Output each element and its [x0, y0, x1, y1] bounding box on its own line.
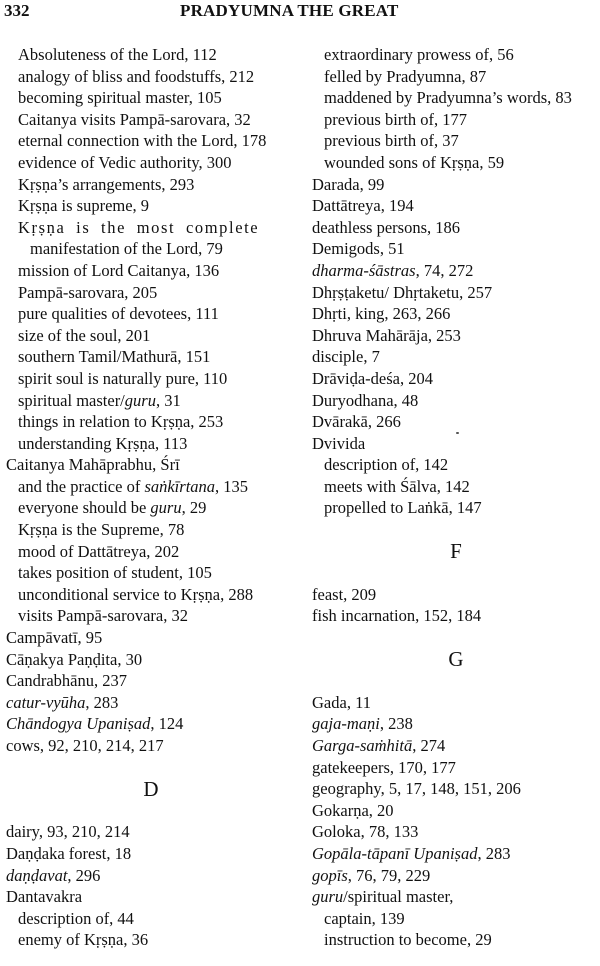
entry-text: cows, 92, 210, 214, 217	[6, 736, 164, 755]
entry-page-refs: , 238	[379, 714, 413, 734]
entry-text: captain, 139	[324, 908, 405, 928]
entry-italic-term: daṇḍavat	[6, 865, 68, 885]
index-entry	[312, 843, 600, 865]
index-entry	[312, 886, 600, 908]
entry-text: Caitanya visits Pampā-sarovara, 32	[18, 109, 251, 129]
entry-italic-term: catur-vyūha	[6, 692, 86, 712]
entry-text: evidence of Vedic authority, 300	[18, 152, 232, 172]
index-subentry	[312, 130, 600, 152]
entry-text: Dantavakra	[6, 887, 83, 907]
entry-text: Dattātreya, 194	[312, 196, 414, 216]
section-letter-g: G	[448, 647, 464, 672]
index-subentry	[6, 217, 296, 239]
entry-text: mood of Dattātreya, 202	[18, 541, 180, 561]
entry-text: spirit soul is naturally pure, 110	[18, 368, 228, 388]
index-subentry	[6, 152, 296, 174]
entry-text: Kṛṣṇa is supreme, 9	[18, 196, 150, 216]
entry-text: disciple, 7	[312, 347, 380, 367]
index-entry	[312, 260, 600, 282]
index-entry	[312, 713, 600, 735]
entry-page-refs: , 296	[67, 865, 101, 885]
entry-page-refs: , 135	[215, 476, 249, 496]
entry-text: Demigods, 51	[312, 239, 405, 259]
entry-text: Kṛṣṇa is the most complete	[18, 217, 260, 237]
entry-text: Darada, 99	[312, 174, 385, 194]
index-entry	[312, 433, 600, 455]
index-entry	[312, 757, 600, 779]
entry-page-refs: , 274	[412, 736, 446, 756]
index-subentry	[312, 87, 600, 109]
entry-text: manifestation of the Lord, 79	[30, 239, 223, 259]
entry-text: Gada, 11	[312, 692, 371, 712]
index-entry	[312, 346, 600, 368]
entry-text: previous birth of, 37	[324, 131, 459, 151]
entry-page-refs: , 29	[181, 498, 207, 518]
index-subentry	[6, 282, 296, 304]
entry-text: maddened by Pradyumna’s words, 83	[324, 88, 572, 108]
index-subentry	[6, 476, 296, 498]
index-subentry	[6, 325, 296, 347]
entry-text: everyone should be	[18, 498, 151, 518]
entry-italic-term: gopīs	[312, 865, 348, 885]
entry-text: description of, 142	[324, 455, 449, 475]
index-subentry	[6, 433, 296, 455]
entry-text: Drāviḍa-deśa, 204	[312, 368, 433, 388]
index-entry	[312, 821, 600, 843]
entry-text: Dhruva Mahārāja, 253	[312, 325, 461, 345]
index-entry	[312, 800, 600, 822]
entry-text: propelled to Laṅkā, 147	[324, 498, 482, 518]
index-subentry	[312, 476, 600, 498]
entry-text: meets with Śālva, 142	[324, 476, 470, 496]
index-entry	[312, 282, 600, 304]
index-entry	[6, 843, 296, 865]
entry-italic-term: Gopāla-tāpanī Upaniṣad	[312, 844, 478, 863]
index-subentry	[312, 44, 600, 66]
index-subentry	[6, 519, 296, 541]
entry-text: and the practice of	[18, 476, 145, 496]
page-header	[0, 0, 600, 24]
entry-text: Candrabhānu, 237	[6, 671, 127, 691]
index-subentry	[6, 130, 296, 152]
entry-text: visits Pampā-sarovara, 32	[18, 606, 189, 626]
index-entry	[312, 411, 600, 433]
entry-text: Kṛṣṇa is the Supreme, 78	[18, 520, 185, 540]
index-subentry	[6, 541, 296, 563]
entry-italic-term: dharma-śāstras	[312, 260, 416, 280]
index-subentry	[6, 497, 296, 519]
index-entry	[6, 454, 296, 476]
index-entry	[6, 713, 296, 735]
entry-page-refs: , 283	[85, 692, 119, 712]
entry-text: fish incarnation, 152, 184	[312, 606, 482, 626]
index-entry	[312, 865, 600, 887]
entry-italic-term: guru	[150, 498, 182, 518]
entry-text: Dhṛṣṭaketu/ Dhṛtaketu, 257	[312, 282, 493, 302]
index-entry	[312, 238, 600, 260]
index-subentry	[6, 390, 296, 412]
entry-text: Cāṇakya Paṇḍita, 30	[6, 649, 143, 669]
entry-text: geography, 5, 17, 148, 151, 206	[312, 779, 521, 799]
index-subentry	[6, 87, 296, 109]
entry-text: Duryodhana, 48	[312, 390, 419, 410]
entry-text: Caitanya Mahāprabhu, Śrī	[6, 455, 180, 475]
index-subentry	[312, 908, 600, 930]
entry-text: dairy, 93, 210, 214	[6, 822, 130, 842]
index-entry	[312, 195, 600, 217]
index-entry	[6, 627, 296, 649]
entry-italic-term: saṅkīrtana	[144, 476, 216, 496]
entry-text: Dhṛti, king, 263, 266	[312, 304, 451, 324]
entry-text: Campāvatī, 95	[6, 628, 103, 648]
index-column-left	[6, 44, 296, 951]
entry-text: unconditional service to Kṛṣṇa, 288	[18, 584, 254, 604]
running-title: PRADYUMNA THE GREAT	[180, 1, 399, 20]
index-entry	[6, 670, 296, 692]
index-subentry	[6, 562, 296, 584]
index-subentry	[6, 929, 296, 951]
index-entry	[6, 692, 296, 714]
index-subentry	[6, 368, 296, 390]
index-subentry	[6, 109, 296, 131]
index-subentry	[6, 195, 296, 217]
index-entry	[312, 217, 600, 239]
entry-text: Gokarṇa, 20	[312, 800, 394, 820]
entry-italic-term: gaja-maṇi	[312, 714, 380, 734]
entry-italic-term: Garga-saṁhitā	[312, 736, 413, 756]
entry-text: Kṛṣṇa’s arrangements, 293	[18, 174, 195, 194]
entry-text: eternal connection with the Lord, 178	[18, 131, 267, 151]
index-subentry	[312, 454, 600, 476]
index-subentry	[6, 411, 296, 433]
index-entry	[312, 692, 600, 714]
entry-text: previous birth of, 177	[324, 109, 467, 129]
entry-text: takes position of student, 105	[18, 563, 212, 583]
entry-text: feast, 209	[312, 584, 377, 604]
index-entry	[6, 865, 296, 887]
entry-text: wounded sons of Kṛṣṇa, 59	[324, 152, 505, 172]
index-subentry	[6, 346, 296, 368]
entry-text: southern Tamil/Mathurā, 151	[18, 347, 211, 367]
entry-text: analogy of bliss and foodstuffs, 212	[18, 66, 255, 86]
entry-text: felled by Pradyumna, 87	[324, 66, 487, 86]
entry-italic-term: Chāndogya Upaniṣad	[6, 714, 151, 734]
entry-page-refs: , 76, 79, 229	[347, 865, 431, 885]
index-subentry	[312, 109, 600, 131]
index-column-right	[312, 44, 600, 951]
entry-text: Absoluteness of the Lord, 112	[18, 45, 217, 64]
entry-page-refs: , 31	[155, 390, 181, 410]
entry-text: Goloka, 78, 133	[312, 822, 419, 842]
page-number: 332	[4, 1, 30, 20]
entry-text: enemy of Kṛṣṇa, 36	[18, 930, 149, 950]
index-subentry	[6, 605, 296, 627]
index-entry	[312, 735, 600, 757]
entry-italic-term: guru	[312, 887, 344, 907]
index-entry	[6, 886, 296, 908]
entry-page-refs: /spiritual master,	[343, 887, 454, 907]
entry-page-refs: , 283	[477, 844, 511, 863]
entry-text: Pampā-sarovara, 205	[18, 282, 158, 302]
entry-text: pure qualities of devotees, 111	[18, 304, 219, 324]
section-letter-f: F	[450, 539, 462, 564]
entry-text: Dvivida	[312, 433, 366, 453]
entry-text: deathless persons, 186	[312, 217, 461, 237]
index-entry	[6, 649, 296, 671]
index-entry	[312, 390, 600, 412]
index-subentry	[312, 929, 600, 951]
index-subentry	[6, 174, 296, 196]
index-subentry	[6, 44, 296, 66]
section-letter-d: D	[143, 776, 159, 801]
index-entry	[312, 303, 600, 325]
entry-page-refs: , 74, 272	[415, 260, 474, 280]
index-entry	[6, 821, 296, 843]
print-speck	[456, 432, 459, 434]
index-entry	[6, 735, 296, 757]
entry-italic-term: guru	[124, 390, 156, 410]
entry-page-refs: , 124	[150, 714, 184, 734]
index-entry	[312, 174, 600, 196]
entry-text: size of the soul, 201	[18, 325, 151, 345]
index-subentry	[312, 66, 600, 88]
entry-text: gatekeepers, 170, 177	[312, 757, 456, 777]
entry-text: instruction to become, 29	[324, 930, 492, 950]
index-entry	[312, 778, 600, 800]
entry-text: understanding Kṛṣṇa, 113	[18, 433, 188, 453]
index-entry	[312, 368, 600, 390]
entry-text: mission of Lord Caitanya, 136	[18, 260, 220, 280]
index-entry	[312, 584, 600, 606]
index-subentry	[6, 584, 296, 606]
index-entry	[312, 325, 600, 347]
index-subentry	[312, 152, 600, 174]
entry-text: description of, 44	[18, 908, 134, 928]
entry-text: extraordinary prowess of, 56	[324, 45, 514, 64]
index-subentry	[6, 303, 296, 325]
index-subentry	[6, 238, 296, 260]
index-subentry	[6, 66, 296, 88]
entry-text: Daṇḍaka forest, 18	[6, 843, 132, 863]
index-entry	[312, 605, 600, 627]
entry-text: things in relation to Kṛṣṇa, 253	[18, 412, 224, 432]
entry-text: Dvārakā, 266	[312, 412, 401, 432]
entry-text: spiritual master/	[18, 390, 125, 410]
index-subentry	[312, 497, 600, 519]
index-subentry	[6, 260, 296, 282]
entry-text: becoming spiritual master, 105	[18, 88, 222, 108]
index-subentry	[6, 908, 296, 930]
